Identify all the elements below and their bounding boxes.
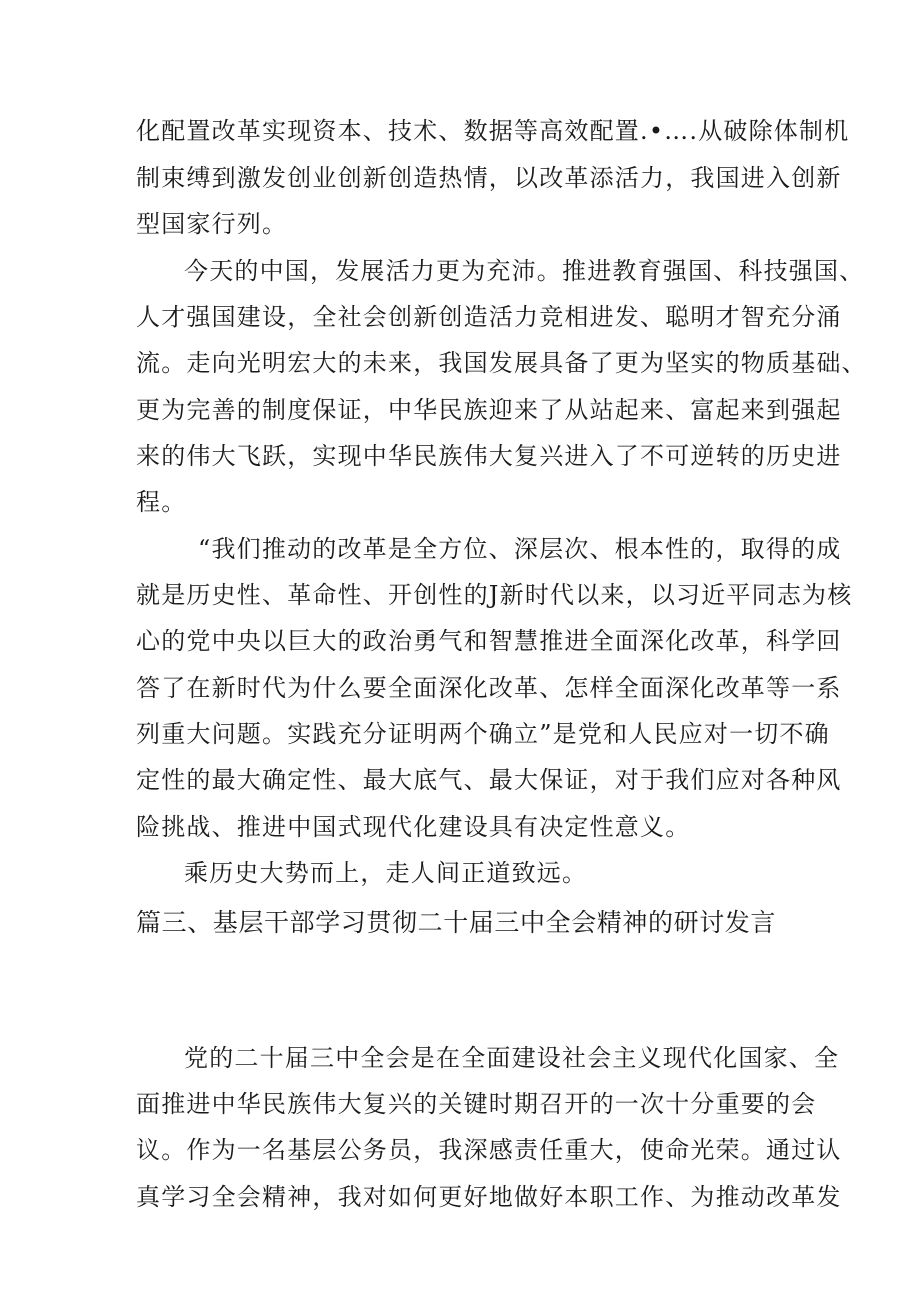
paragraph-line: 心的党中央以巨大的政治勇气和智慧推进全面深化改革，科学回 bbox=[136, 627, 842, 655]
paragraph-line: 型国家行列。 bbox=[136, 210, 288, 238]
paragraph-line: 答了在新时代为什么要全面深化改革、怎样全面深化改革等一系 bbox=[136, 674, 842, 702]
paragraph-line: 险挑战、推进中国式现代化建设具有决定性意义。 bbox=[136, 813, 691, 841]
paragraph-line: 化配置改革实现资本、技术、数据等高效配置.•….从破除体制机 bbox=[136, 117, 850, 145]
paragraph-line: 议。作为一名基层公务员，我深感责任重大，使命光荣。通过认 bbox=[136, 1136, 842, 1164]
paragraph-line: 今天的中国，发展活力更为充沛。推进教育强国、科技强国、 bbox=[184, 257, 865, 285]
paragraph-line: 制束缚到激发创业创新创造热情，以改革添活力，我国进入创新 bbox=[136, 164, 842, 192]
paragraph-line: 更为完善的制度保证，中华民族迎来了从站起来、富起来到强起 bbox=[136, 396, 842, 424]
paragraph-line: 流。走向光明宏大的未来，我国发展具备了更为坚实的物质基础、 bbox=[136, 349, 867, 377]
paragraph-line: 来的伟大飞跃，实现中华民族伟大复兴进入了不可逆转的历史进 bbox=[136, 442, 842, 470]
paragraph-line: 定性的最大确定性、最大底气、最大保证，对于我们应对各种风 bbox=[136, 766, 842, 794]
section-heading: 篇三、基层干部学习贯彻二十届三中全会精神的研讨发言 bbox=[136, 908, 777, 937]
paragraph-line: 真学习全会精神，我对如何更好地做好本职工作、为推动改革发 bbox=[136, 1183, 842, 1211]
paragraph-line: 乘历史大势而上，走人间正道致远。 bbox=[184, 859, 588, 887]
paragraph-line: 面推进中华民族伟大复兴的关键时期召开的一次十分重要的会 bbox=[136, 1090, 817, 1118]
paragraph-line: 程。 bbox=[136, 488, 187, 516]
paragraph-line: “我们推动的改革是全方位、深层次、根本性的，取得的成 bbox=[198, 535, 842, 563]
paragraph-line: 人才强国建设，全社会创新创造活力竞相进发、聪明才智充分涌 bbox=[136, 303, 842, 331]
paragraph-line: 就是历史性、革命性、开创性的J新时代以来，以习近平同志为核 bbox=[136, 581, 853, 609]
paragraph-line: 列重大问题。实践充分证明两个确立”是党和人民应对一切不确 bbox=[136, 720, 830, 748]
paragraph-line: 党的二十届三中全会是在全面建设社会主义现代化国家、全 bbox=[184, 1044, 840, 1072]
